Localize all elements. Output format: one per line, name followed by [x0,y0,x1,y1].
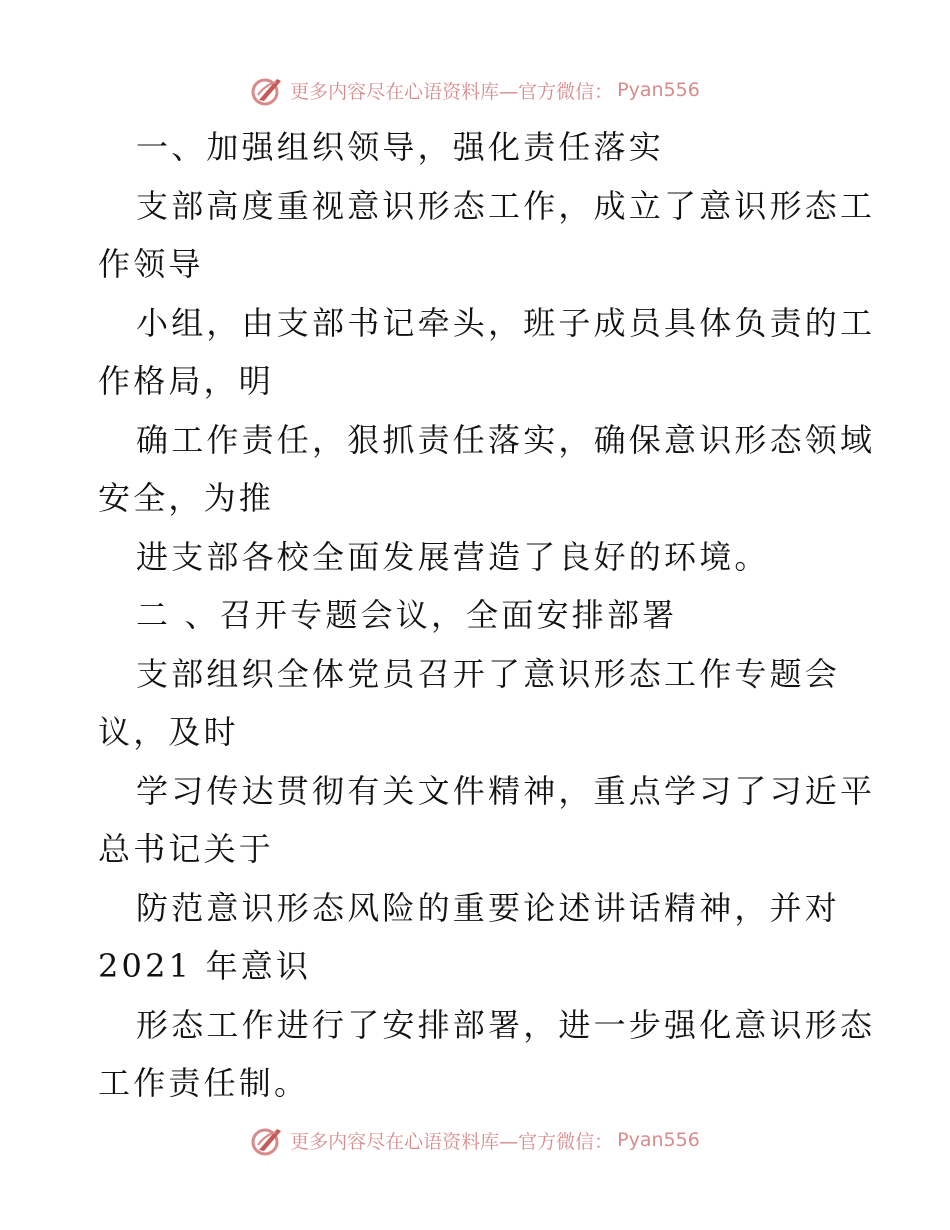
document-body [98,118,876,1113]
text-line: 进支部各校全面发展营造了良好的环境。 [136,537,770,576]
header-watermark-banner [0,70,950,110]
quill-logo-icon [250,73,284,107]
text-line: 学习传达贯彻有关文件精神，重点学习了习近平 [136,771,876,810]
text-line: 安全，为推 [98,479,275,517]
quill-logo-icon [250,1123,284,1157]
text-line: 工作责任制。 [98,1064,310,1102]
text-line: 防范意识形态风险的重要论述讲话精神，并对 [136,888,841,927]
text-line: 2021 年意识 [98,947,312,985]
banner-text: 更多内容尽在心语资料库—官方微信： [290,80,614,103]
text-line: 支部高度重视意识形态工作，成立了意识形态工 [136,186,876,225]
text-line: 小组，由支部书记牵头，班子成员具体负责的工 [136,303,876,342]
footer-watermark-banner [0,1120,950,1160]
text-line: 一、加强组织领导，强化责任落实 [136,128,665,166]
text-line: 确工作责任，狠抓责任落实，确保意识形态领域 [136,420,876,459]
banner-wechat-id: Pyan556 [617,1129,700,1151]
banner-text: 更多内容尽在心语资料库—官方微信： [290,1130,614,1153]
banner-wechat-id: Pyan556 [617,79,700,101]
text-line: 作领导 [98,245,204,283]
text-line: 形态工作进行了安排部署，进一步强化意识形态 [136,1005,876,1044]
text-line: 议，及时 [98,713,239,751]
text-line: 总书记关于 [98,830,275,868]
text-line: 作格局，明 [98,362,275,400]
text-line: 支部组织全体党员召开了意识形态工作专题会 [136,654,841,693]
text-line: 二 、召开专题会议，全面安排部署 [136,596,678,634]
